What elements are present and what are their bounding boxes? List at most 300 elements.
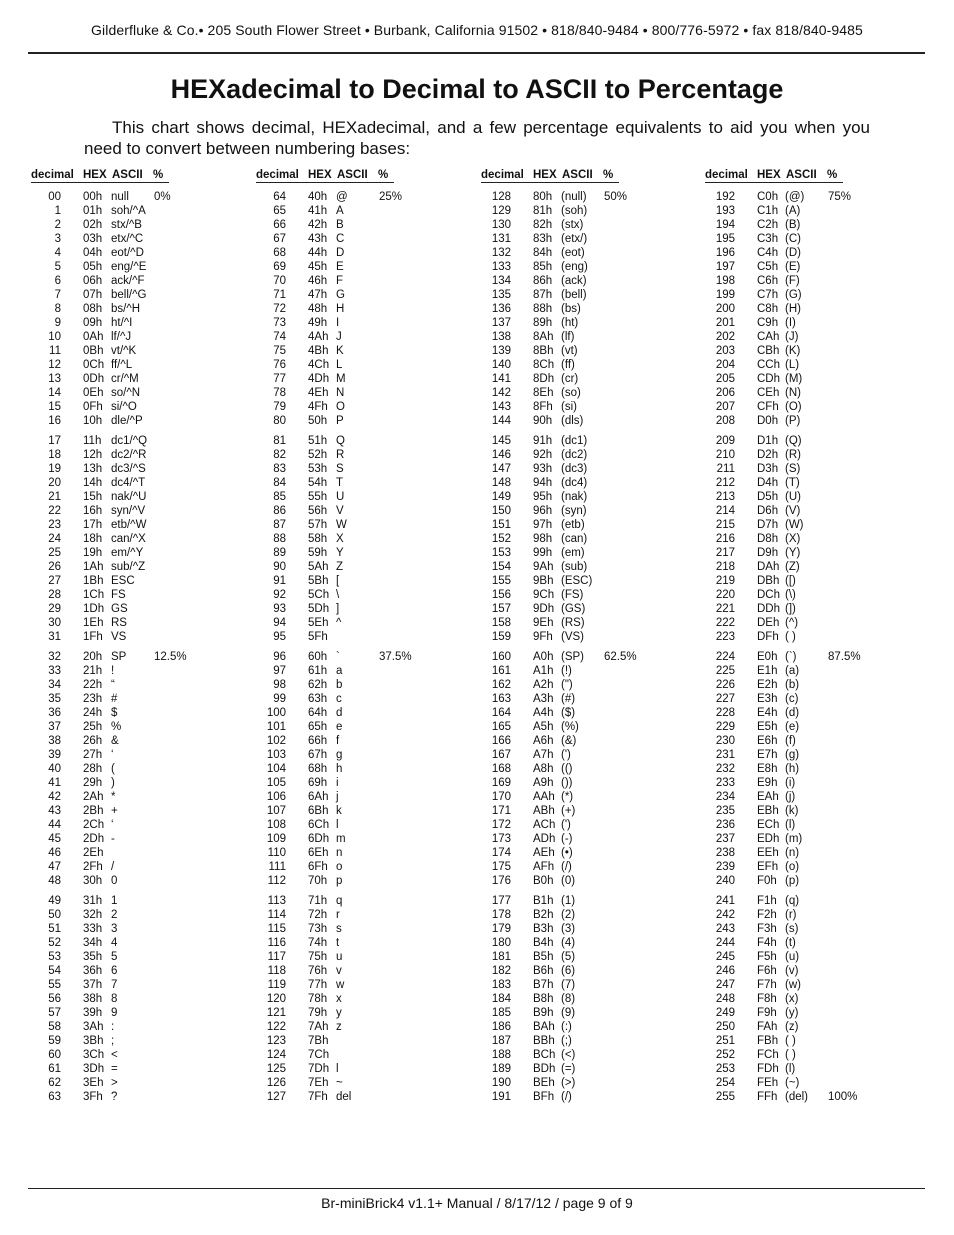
hex-cell: 79h [308,1007,328,1019]
table-row [481,964,651,978]
decimal-cell: 81 [273,435,286,447]
hex-cell: 18h [83,533,103,545]
ascii-cell: p [336,875,343,887]
table-row [481,664,651,678]
hex-cell: 13h [83,463,103,475]
ascii-cell: d [336,707,343,719]
decimal-cell: 43 [48,805,61,817]
decimal-cell: 242 [715,909,735,921]
table-row [256,936,426,950]
decimal-cell: 195 [715,233,735,245]
decimal-cell: 135 [491,289,511,301]
ascii-cell: % [111,721,122,733]
hex-cell: 37h [83,979,103,991]
table-row [705,1076,875,1090]
ascii-cell: 3 [111,923,118,935]
decimal-cell: 6 [54,275,61,287]
decimal-cell: 231 [715,749,735,761]
decimal-cell: 149 [491,491,511,503]
ascii-cell: X [336,533,344,545]
ascii-cell: ff/^L [111,359,133,371]
decimal-cell: 178 [491,909,511,921]
decimal-cell: 30 [48,617,61,629]
table-row [481,922,651,936]
table-row [481,1090,651,1104]
decimal-cell: 100 [266,707,286,719]
header-ascii: ASCII [786,169,817,181]
table-row [31,190,201,204]
decimal-cell: 38 [48,735,61,747]
table-row [705,386,875,400]
ascii-cell: $ [111,707,118,719]
table-row [705,860,875,874]
ascii-cell: (etx/) [561,233,588,245]
ascii-cell: (#) [561,693,576,705]
ascii-cell: @ [336,191,348,203]
table-row [31,504,201,518]
hex-cell: C8h [757,303,779,315]
hex-cell: 08h [83,303,103,315]
ascii-cell: (so) [561,387,581,399]
table-row [481,316,651,330]
ascii-cell: 5 [111,951,118,963]
ascii-cell: (\) [785,589,796,601]
hex-cell: ABh [533,805,555,817]
table-row [256,588,426,602]
hex-cell: 47h [308,289,328,301]
decimal-cell: 10 [48,331,61,343]
decimal-cell: 144 [491,415,511,427]
ascii-cell: (I) [785,317,796,329]
ascii-cell: (9) [561,1007,576,1019]
ascii-cell: * [111,791,116,803]
ascii-cell: 4 [111,937,118,949]
hex-cell: 34h [83,937,103,949]
decimal-cell: 129 [491,205,511,217]
hex-cell: AEh [533,847,555,859]
hex-cell: B1h [533,895,554,907]
ascii-cell: dc2/^R [111,449,147,461]
decimal-cell: 92 [273,589,286,601]
ascii-cell: ` [336,651,340,663]
decimal-cell: 60 [48,1049,61,1061]
decimal-cell: 140 [491,359,511,371]
ascii-cell: (R) [785,449,801,461]
hex-cell: C9h [757,317,779,329]
table-row [705,490,875,504]
ascii-cell: (O) [785,401,802,413]
ascii-cell: (B) [785,219,801,231]
decimal-cell: 71 [273,289,286,301]
ascii-cell: ( [111,763,115,775]
percent-cell: 87.5% [828,651,861,663]
ascii-cell: ($) [561,707,576,719]
hex-cell: EBh [757,805,779,817]
hex-cell: A4h [533,707,554,719]
decimal-cell: 227 [715,693,735,705]
table-row [31,950,201,964]
ascii-cell: (a) [785,665,800,677]
decimal-cell: 4 [54,247,61,259]
hex-cell: 5Fh [308,631,328,643]
hex-cell: 60h [308,651,328,663]
table-row [481,1048,651,1062]
table-row [256,748,426,762]
table-row [705,330,875,344]
hex-cell: CAh [757,331,780,343]
ascii-cell: (:) [561,1021,572,1033]
decimal-cell: 233 [715,777,735,789]
decimal-cell: 19 [48,463,61,475]
decimal-cell: 137 [491,317,511,329]
ascii-cell: ht/^I [111,317,133,329]
ascii-cell: dle/^P [111,415,143,427]
ascii-cell: (si) [561,401,577,413]
decimal-cell: 120 [266,993,286,1005]
table-row [481,762,651,776]
ascii-cell: (&) [561,735,577,747]
ascii-cell: dc3/^S [111,463,146,475]
decimal-cell: 126 [266,1077,286,1089]
hex-cell: D1h [757,435,779,447]
ascii-cell: (6) [561,965,576,977]
ascii-cell: (`) [785,651,797,663]
ascii-cell: (z) [785,1021,799,1033]
decimal-cell: 151 [491,519,511,531]
ascii-cell: SP [111,651,127,663]
ascii-cell: \ [336,589,340,601]
decimal-cell: 63 [48,1091,61,1103]
decimal-cell: 62 [48,1077,61,1089]
decimal-cell: 189 [491,1063,511,1075]
hex-cell: 54h [308,477,328,489]
hex-cell: C5h [757,261,779,273]
decimal-cell: 76 [273,359,286,371]
hex-cell: FCh [757,1049,779,1061]
table-row [481,302,651,316]
ascii-cell: (cr) [561,373,579,385]
ascii-cell: (q) [785,895,800,907]
table-row [256,358,426,372]
ascii-cell: e [336,721,343,733]
decimal-cell: 70 [273,275,286,287]
hex-cell: 90h [533,415,553,427]
ascii-cell: / [111,861,115,873]
table-row [481,1062,651,1076]
decimal-cell: 49 [48,895,61,907]
decimal-cell: 11 [49,345,61,357]
decimal-cell: 237 [715,833,735,845]
ascii-cell: (() [561,763,573,775]
hex-cell: 28h [83,763,103,775]
decimal-cell: 79 [273,401,286,413]
ascii-cell: (r) [785,909,797,921]
hex-cell: 0Fh [83,401,103,413]
hex-cell: BAh [533,1021,555,1033]
table-row [31,678,201,692]
decimal-cell: 80 [273,415,286,427]
hex-cell: 4Dh [308,373,330,385]
hex-cell: E2h [757,679,778,691]
ascii-cell: a [336,665,343,677]
decimal-cell: 240 [715,875,735,887]
table-row [481,344,651,358]
table-row [705,678,875,692]
ascii-cell: 7 [111,979,118,991]
table-row [31,846,201,860]
decimal-cell: 27 [48,575,61,587]
hex-cell: 2Ch [83,819,105,831]
decimal-cell: 103 [266,749,286,761]
decimal-cell: 230 [715,735,735,747]
decimal-cell: 254 [715,1077,735,1089]
table-row [481,804,651,818]
table-row [481,748,651,762]
ascii-cell: FS [111,589,126,601]
table-row [481,874,651,888]
decimal-cell: 133 [491,261,511,273]
ascii-cell: (•) [561,847,573,859]
hex-cell: 46h [308,275,328,287]
hex-cell: 3Bh [83,1035,104,1047]
ascii-cell: nak/^U [111,491,147,503]
table-row [481,546,651,560]
table-row [705,908,875,922]
header-decimal: decimal [31,169,74,181]
decimal-cell: 204 [715,359,735,371]
hex-cell: 8Dh [533,373,555,385]
ascii-cell: (Y) [785,547,801,559]
page-footer: Br-miniBrick4 v1.1+ Manual / 8/17/12 / page 9 of 9 [321,1195,633,1211]
ascii-cell: (l) [785,819,796,831]
decimal-cell: 88 [273,533,286,545]
ascii-cell: K [336,345,344,357]
ascii-cell: L [336,359,343,371]
hex-cell: DDh [757,603,781,615]
table-row [705,574,875,588]
table-row [256,204,426,218]
decimal-cell: 53 [48,951,61,963]
table-row [481,832,651,846]
hex-cell: 81h [533,205,553,217]
header-divider [28,52,925,54]
hex-cell: 73h [308,923,328,935]
ascii-cell: (-) [561,833,573,845]
table-row [31,894,201,908]
decimal-cell: 46 [48,847,61,859]
column-header-1 [31,168,169,183]
ascii-cell: ( ) [785,1049,796,1061]
percent-cell: 25% [379,191,403,203]
decimal-cell: 104 [266,763,286,775]
table-row [31,400,201,414]
ascii-cell: E [336,261,344,273]
ascii-cell: (X) [785,533,801,545]
decimal-cell: 185 [491,1007,511,1019]
ascii-cell: vt/^K [111,345,137,357]
ascii-cell: 6 [111,965,118,977]
table-row [705,1034,875,1048]
decimal-cell: 97 [273,665,286,677]
hex-cell: F6h [757,965,777,977]
ascii-cell: (N) [785,387,801,399]
decimal-cell: 73 [273,317,286,329]
ascii-cell: (!) [561,665,572,677]
intro-text: This chart shows decimal, HEXadecimal, and a few percentage equivalents to aid you when you need to convert between numbering bases: [84,118,870,158]
hex-cell: 36h [83,965,103,977]
table-row [31,720,201,734]
table-row [705,734,875,748]
decimal-cell: 83 [273,463,286,475]
decimal-cell: 64 [273,191,286,203]
table-row [481,1020,651,1034]
decimal-cell: 15 [48,401,61,413]
hex-cell: 7Fh [308,1091,328,1103]
decimal-cell: 110 [267,847,286,859]
decimal-cell: 90 [273,561,286,573]
table-row [705,762,875,776]
decimal-cell: 105 [266,777,286,789]
ascii-cell: ( ) [785,631,796,643]
decimal-cell: 36 [48,707,61,719]
table-row [31,546,201,560]
decimal-cell: 165 [491,721,511,733]
ascii-cell: (<) [561,1049,576,1061]
ascii-cell: Z [336,561,344,573]
ascii-cell: (J) [785,331,799,343]
table-row [256,664,426,678]
hex-cell: 19h [83,547,103,559]
table-row [31,232,201,246]
decimal-cell: 232 [715,763,735,775]
table-row [256,846,426,860]
hex-cell: CDh [757,373,781,385]
hex-cell: 1Eh [83,617,104,629]
ascii-cell: b [336,679,343,691]
ascii-cell: (o) [785,861,800,873]
hex-cell: 7Bh [308,1035,329,1047]
ascii-cell: (d) [785,707,800,719]
hex-cell: 45h [308,261,328,273]
ascii-cell: i [336,777,339,789]
hex-cell: D4h [757,477,779,489]
table-row [256,574,426,588]
table-row [481,790,651,804]
decimal-cell: 164 [491,707,511,719]
ascii-cell: (D) [785,247,801,259]
decimal-cell: 40 [48,763,61,775]
decimal-cell: 130 [491,219,511,231]
decimal-cell: 209 [715,435,735,447]
decimal-cell: 253 [715,1063,735,1075]
hex-cell: 14h [83,477,103,489]
hex-cell: 93h [533,463,553,475]
hex-cell: F2h [757,909,777,921]
hex-cell: 7Eh [308,1077,329,1089]
table-row [481,776,651,790]
hex-cell: A3h [533,693,554,705]
decimal-cell: 147 [491,463,511,475]
hex-cell: 9Dh [533,603,555,615]
table-row [256,190,426,204]
ascii-cell: y [336,1007,342,1019]
ascii-cell: (etb) [561,519,585,531]
table-row [705,664,875,678]
percent-cell: 50% [604,191,628,203]
ascii-cell: etx/^C [111,233,144,245]
table-row [31,246,201,260]
ascii-cell: A [336,205,344,217]
decimal-cell: 245 [715,951,735,963]
decimal-cell: 207 [715,401,735,413]
header-decimal: decimal [256,169,299,181]
percent-cell: 37.5% [379,651,412,663]
decimal-cell: 187 [491,1035,511,1047]
ascii-cell: (eot) [561,247,585,259]
decimal-cell: 69 [273,261,286,273]
hex-cell: E9h [757,777,778,789]
hex-cell: 1Ah [83,561,104,573]
table-row [481,650,651,664]
table-row [256,1076,426,1090]
table-row [31,692,201,706]
ascii-cell: o [336,861,343,873]
table-row [705,706,875,720]
hex-cell: CBh [757,345,780,357]
decimal-cell: 20 [48,477,61,489]
decimal-cell: 241 [715,895,735,907]
hex-cell: FBh [757,1035,779,1047]
decimal-cell: 183 [491,979,511,991]
decimal-cell: 142 [491,387,511,399]
table-row [256,650,426,664]
hex-cell: CCh [757,359,781,371]
decimal-cell: 177 [491,895,511,907]
decimal-cell: 91 [273,575,286,587]
decimal-cell: 173 [491,833,511,845]
decimal-cell: 179 [491,923,511,935]
hex-cell: 3Eh [83,1077,104,1089]
decimal-cell: 55 [48,979,61,991]
hex-cell: E3h [757,693,778,705]
decimal-cell: 54 [48,965,61,977]
ascii-cell: (Z) [785,561,800,573]
decimal-cell: 176 [491,875,511,887]
decimal-cell: 192 [715,191,735,203]
table-row [256,504,426,518]
ascii-cell: c [336,693,342,705]
hex-cell: 99h [533,547,553,559]
table-row [705,720,875,734]
header-hex: HEX [533,169,557,181]
ascii-cell: (5) [561,951,576,963]
decimal-cell: 44 [48,819,61,831]
ascii-cell: T [336,477,344,489]
table-column-4 [705,190,875,1104]
decimal-cell: 197 [715,261,735,273]
table-row [31,908,201,922]
ascii-cell: (Q) [785,435,802,447]
decimal-cell: 218 [715,561,735,573]
ascii-cell: ] [336,603,340,615]
decimal-cell: 16 [48,415,61,427]
table-row [31,922,201,936]
table-row [31,260,201,274]
table-row [256,720,426,734]
hex-cell: F3h [757,923,777,935]
table-row [481,588,651,602]
table-row [705,616,875,630]
